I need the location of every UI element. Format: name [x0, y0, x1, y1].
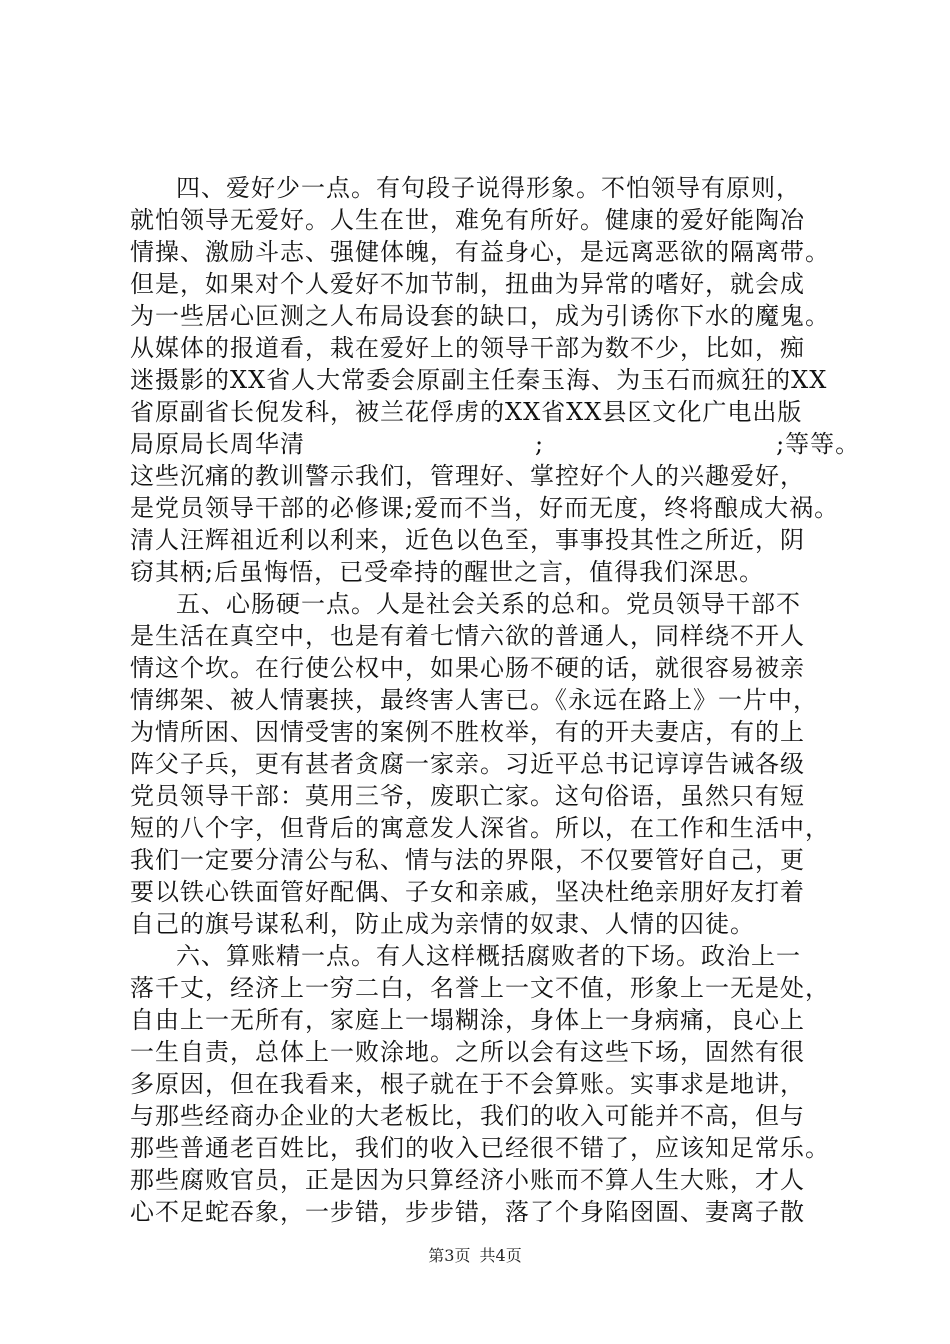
paragraph-line: 是党员领导干部的必修课;爱而不当，好而无度，终将酿成大祸。 [130, 494, 840, 522]
paragraph-line: 自己的旗号谋私利，防止成为亲情的奴隶、人情的囚徒。 [130, 910, 755, 938]
line-segment: ;等等。 [776, 430, 861, 458]
paragraph-line: 清人汪辉祖近利以利来，近色以色至，事事投其性之所近，阴 [130, 526, 805, 554]
line-segment: 局原局长周华清 [130, 430, 305, 458]
paragraph-line: 自由上一无所有，家庭上一塌糊涂，身体上一身病痛，良心上 [130, 1006, 805, 1034]
paragraph-line: 我们一定要分清公与私、情与法的界限，不仅要管好自己，更 [130, 846, 805, 874]
paragraph-line: 多原因，但在我看来，根子就在于不会算账。实事求是地讲， [130, 1070, 805, 1098]
paragraph-line: 一生自责，总体上一败涂地。之所以会有这些下场，固然有很 [130, 1038, 805, 1066]
paragraph-line: 从媒体的报道看，栽在爱好上的领导干部为数不少，比如，痴 [130, 334, 805, 362]
paragraph-line: 窃其柄;后虽悔悟，已受牵持的醒世之言，值得我们深思。 [130, 558, 765, 586]
paragraph-line: 心不足蛇吞象，一步错，步步错，落了个身陷囹圄、妻离子散 [130, 1198, 805, 1226]
paragraph-line: 党员领导干部：莫用三爷，废职亡家。这句俗语，虽然只有短 [130, 782, 805, 810]
line-segment: ; [535, 430, 545, 458]
paragraph-line: 与那些经商办企业的大老板比，我们的收入可能并不高，但与 [130, 1102, 805, 1130]
paragraph-line: 四、爱好少一点。有句段子说得形象。不怕领导有原则， [176, 174, 801, 202]
paragraph-line: 短的八个字，但背后的寓意发人深省。所以，在工作和生活中， [130, 814, 830, 842]
paragraph-line: 为情所困、因情受害的案例不胜枚举，有的开夫妻店，有的上 [130, 718, 805, 746]
paragraph-line: 情这个坎。在行使公权中，如果心肠不硬的话，就很容易被亲 [130, 654, 805, 682]
paragraph-line: 那些腐败官员，正是因为只算经济小账而不算人生大账，才人 [130, 1166, 805, 1194]
paragraph-line: 情操、激励斗志、强健体魄，有益身心，是远离恶欲的隔离带。 [130, 238, 830, 266]
paragraph-line: 但是，如果对个人爱好不加节制，扭曲为异常的嗜好，就会成 [130, 270, 805, 298]
paragraph-line: 这些沉痛的教训警示我们，管理好、掌控好个人的兴趣爱好， [130, 462, 805, 490]
page-footer [0, 1246, 950, 1266]
page-number: 第3页 [428, 1246, 471, 1265]
paragraph-line: 情绑架、被人情裹挟，最终害人害已。《永远在路上》一片中， [130, 686, 818, 714]
page-total: 共4页 [479, 1246, 522, 1265]
paragraph-line: 为一些居心叵测之人布局设套的缺口，成为引诱你下水的魔鬼。 [130, 302, 830, 330]
paragraph-line: 阵父子兵，更有甚者贪腐一家亲。习近平总书记谆谆告诫各级 [130, 750, 805, 778]
paragraph-line: 省原副省长倪发科，被兰花俘虏的XX省XX县区文化广电出版 [130, 398, 803, 426]
paragraph-line [130, 428, 861, 460]
paragraph-line: 就怕领导无爱好。人生在世，难免有所好。健康的爱好能陶冶 [130, 206, 805, 234]
paragraph-line: 迷摄影的XX省人大常委会原副主任秦玉海、为玉石而疯狂的XX [130, 366, 828, 394]
document-body [130, 172, 861, 1228]
paragraph-line: 是生活在真空中，也是有着七情六欲的普通人，同样绕不开人 [130, 622, 805, 650]
paragraph-line: 六、算账精一点。有人这样概括腐败者的下场。政治上一 [176, 942, 801, 970]
paragraph-line: 那些普通老百姓比，我们的收入已经很不错了，应该知足常乐。 [130, 1134, 830, 1162]
paragraph-line: 五、心肠硬一点。人是社会关系的总和。党员领导干部不 [176, 590, 801, 618]
paragraph-line: 落千丈，经济上一穷二白，名誉上一文不值，形象上一无是处， [130, 974, 830, 1002]
paragraph-line: 要以铁心铁面管好配偶、子女和亲戚，坚决杜绝亲朋好友打着 [130, 878, 805, 906]
